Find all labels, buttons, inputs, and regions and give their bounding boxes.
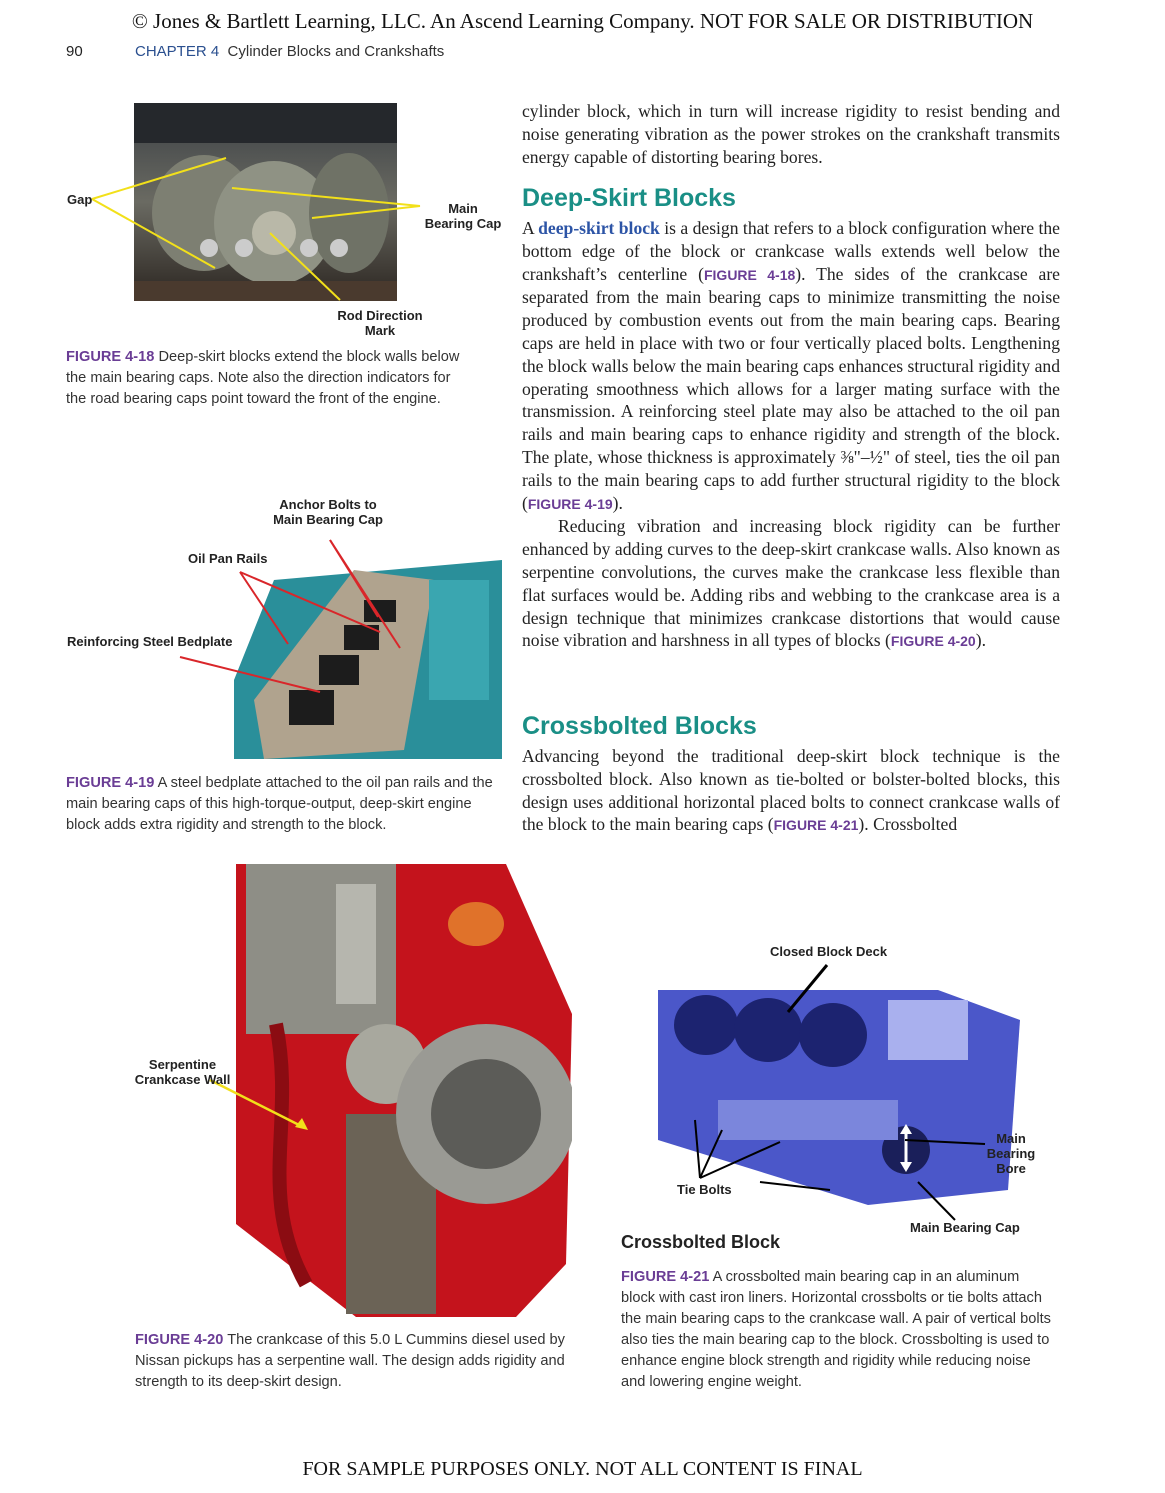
figure-ref: FIGURE 4-21 — [773, 817, 859, 834]
copyright-notice: © Jones & Bartlett Learning, LLC. An Ascend Learning Company. NOT FOR SALE OR DISTRIBUTION — [131, 9, 1034, 33]
label-rod-direction-mark: Rod Direction Mark — [337, 308, 423, 338]
paragraph: A deep-skirt block is a design that refers to a block configuration where the bottom edge of the block or crankcase walls extends well below the crankshaft’s centerline (FIGURE 4-18). The sides of the crankcase are separated from the main bearing caps to minimize transmitting the noise produced by combustion events out from the main bearing caps. Bearing caps are held in place with two or four vertically placed bolts. Lengthening the block walls below the main bearing caps enhances structural rigidity and operating smoothness which allows for a larger mating surface with the transmission. A reinforcing steel plate may also be attached to the oil pan rails and main bearing caps to enhance rigidity and strength of the block. The plate, whose thickness is approximately ⅜"–½" of steel, ties the oil pan rails to the main bearing caps to add further structural rigidity to the block (FIGURE 4-19). — [522, 218, 1060, 513]
caption-text: Deep-skirt blocks extend the block walls below the main bearing caps. Note also the direction indicators for the road bearing caps point toward the front of the engine. — [66, 349, 460, 407]
label-tie-bolts: Tie Bolts — [677, 1182, 732, 1197]
chapter-label: CHAPTER 4 — [135, 43, 220, 60]
sample-footer: FOR SAMPLE PURPOSES ONLY. NOT ALL CONTENT IS FINAL — [302, 1458, 863, 1480]
figure-4-21-title: Crossbolted Block — [621, 1232, 781, 1252]
figure-label: FIGURE 4-21 — [621, 1269, 710, 1285]
figure-4-19-leaders — [0, 520, 520, 720]
figure-4-18-caption — [66, 347, 466, 410]
label-serpentine-crankcase-wall: Serpentine Crankcase Wall — [134, 1057, 231, 1087]
label-reinforcing-bedplate: Reinforcing Steel Bedplate — [67, 634, 233, 649]
figure-4-20-caption — [135, 1330, 575, 1393]
chapter-title: Cylinder Blocks and Crankshafts — [227, 43, 445, 60]
intro-continuation: cylinder block, which in turn will increase rigidity to resist bending and noise generating vibration as the power strokes on the crankshaft transmits energy capable of distorting bearing bores. — [522, 101, 1060, 167]
deep-skirt-section — [522, 217, 1060, 653]
figure-label: FIGURE 4-19 — [66, 775, 155, 791]
label-main-bearing-cap-21: Main Bearing Cap — [910, 1220, 1020, 1235]
label-oil-pan-rails: Oil Pan Rails — [188, 551, 268, 566]
page-number: 90 — [66, 43, 83, 60]
figure-ref: FIGURE 4-19 — [527, 495, 613, 512]
figure-label: FIGURE 4-18 — [66, 349, 155, 365]
paragraph: Advancing beyond the traditional deep-skirt block technique is the crossbolted block. Also known as tie-bolted or bolster-bolted blocks, this design uses additional horizontal placed bolts to connect crankcase walls of the block to the main bearing caps (FIGURE 4-21). Crossbolted — [522, 746, 1060, 835]
crossbolted-section — [522, 745, 1060, 837]
figure-label: FIGURE 4-20 — [135, 1332, 224, 1348]
label-gap: Gap — [67, 192, 93, 207]
paragraph: Reducing vibration and increasing block rigidity can be further enhanced by adding curves to the deep-skirt crankcase walls. Also known as serpentine convolutions, the curves make the crankcase less flexible than flat surfaces would be. Adding ribs and webbing to the crankcase area is a design technique that minimizes crankcase distortions that would cause noise vibration and harshness in all types of blocks (FIGURE 4-20). — [522, 516, 1060, 651]
heading-crossbolted: Crossbolted Blocks — [522, 712, 757, 740]
caption-text: The crankcase of this 5.0 L Cummins diesel used by Nissan pickups has a serpentine wall. The design adds rigidity and strength to its deep-skirt design. — [135, 1332, 565, 1390]
caption-text: A crossbolted main bearing cap in an aluminum block with cast iron liners. Horizontal crossbolts or tie bolts attach the main bearing caps to the crankcase wall. A pair of vertical bolts also ties the main bearing cap to the block. Crossbolting is used to enhance engine block strength and rigidity while reducing noise and lowering engine weight. — [621, 1269, 1051, 1390]
label-main-bearing-bore: Main Bearing Bore — [986, 1131, 1036, 1176]
figure-4-19-caption — [66, 773, 506, 836]
figure-ref: FIGURE 4-18 — [703, 266, 796, 283]
figure-4-21-caption — [621, 1267, 1051, 1393]
heading-deep-skirt: Deep-Skirt Blocks — [522, 184, 736, 212]
figure-4-18-leaders — [0, 0, 520, 340]
label-main-bearing-cap: Main Bearing Cap — [424, 201, 502, 231]
keyword-deep-skirt-block: deep-skirt block — [538, 218, 660, 238]
label-closed-block-deck: Closed Block Deck — [770, 944, 888, 959]
caption-text: A steel bedplate attached to the oil pan rails and the main bearing caps of this high-torque-output, deep-skirt engine block adds extra rigidity and strength to the block. — [66, 775, 493, 833]
label-anchor-bolts: Anchor Bolts to Main Bearing Cap — [273, 497, 383, 527]
figure-ref: FIGURE 4-20 — [890, 633, 976, 650]
